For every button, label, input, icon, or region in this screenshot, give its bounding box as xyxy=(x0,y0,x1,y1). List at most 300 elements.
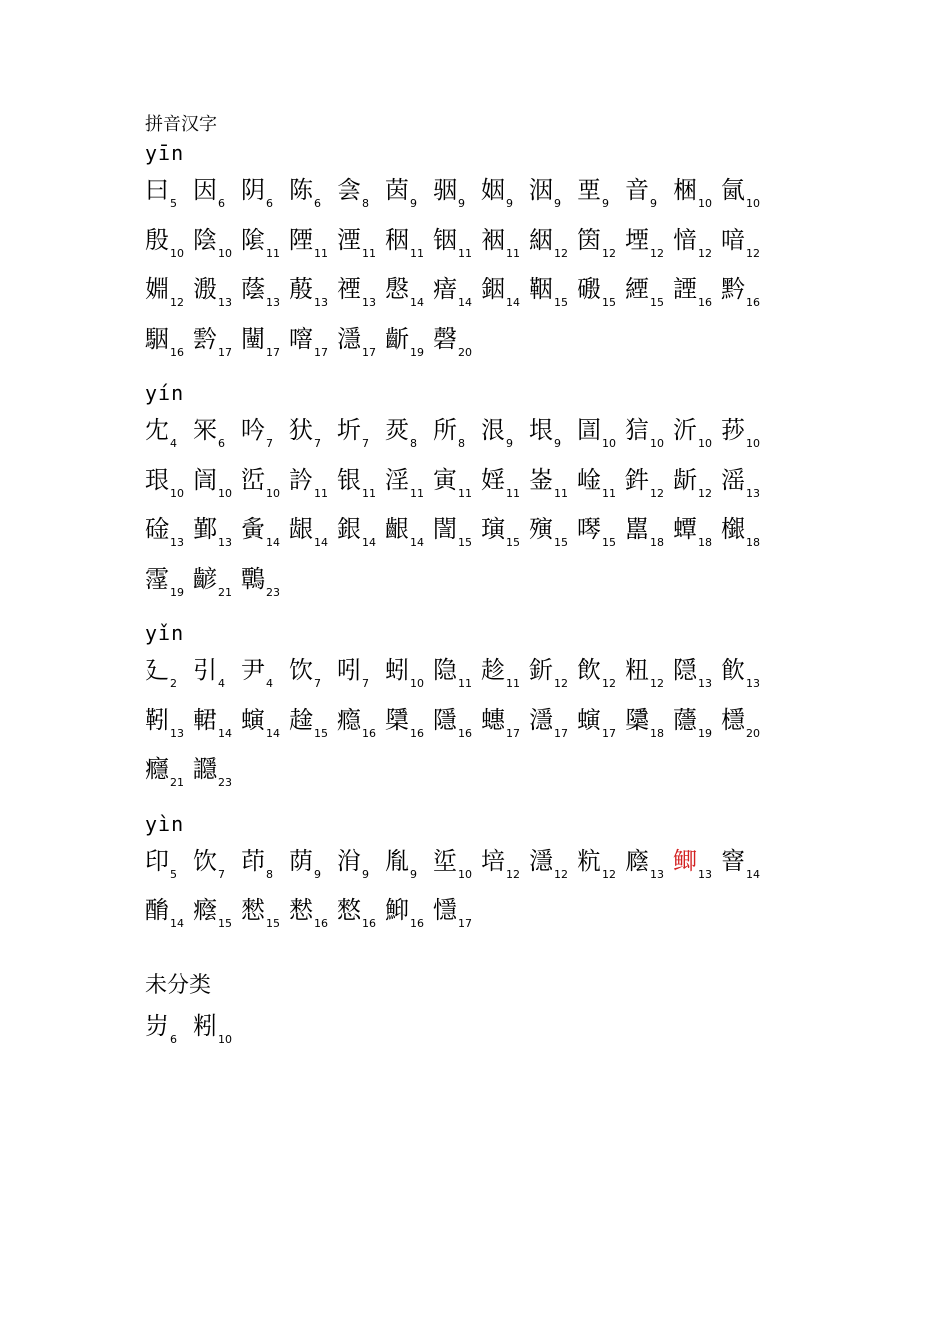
char-glyph: 烎 xyxy=(385,416,409,444)
pinyin-section xyxy=(145,620,950,805)
stroke-count: 14 xyxy=(506,296,520,309)
char-glyph: 濦 xyxy=(529,705,553,734)
char-glyph: 飲 xyxy=(577,656,601,684)
char-glyph: 廕 xyxy=(625,846,649,875)
stroke-count: 18 xyxy=(746,536,760,549)
char-entry xyxy=(529,656,577,706)
char-entry xyxy=(241,847,289,897)
stroke-count: 10 xyxy=(410,677,424,690)
char-glyph: 垽 xyxy=(433,846,457,875)
unclassified-section xyxy=(145,972,950,1062)
stroke-count: 17 xyxy=(218,345,232,359)
char-glyph: 岃 xyxy=(145,1011,169,1040)
char-glyph: 湮 xyxy=(337,225,361,254)
char-entry xyxy=(289,416,337,466)
char-entry xyxy=(289,226,337,276)
char-glyph: 蒑 xyxy=(289,275,313,303)
char-glyph: 檼 xyxy=(721,705,745,734)
char-glyph: 癮 xyxy=(145,755,169,783)
stroke-count: 15 xyxy=(506,536,520,549)
char-entry xyxy=(193,275,241,325)
char-entry xyxy=(721,847,769,897)
char-entry xyxy=(145,325,193,375)
stroke-count: 12 xyxy=(170,296,184,309)
char-glyph: 釿 xyxy=(529,656,553,684)
char-glyph: 培 xyxy=(481,846,505,875)
char-entry xyxy=(289,706,337,756)
char-glyph: 憗 xyxy=(337,896,361,924)
char-glyph: 闉 xyxy=(241,324,265,353)
char-glyph: 筃 xyxy=(577,225,601,254)
stroke-count: 11 xyxy=(602,486,616,500)
char-glyph: 霪 xyxy=(145,564,169,593)
char-entry xyxy=(337,706,385,756)
char-entry xyxy=(673,847,721,897)
char-entry xyxy=(481,466,529,516)
char-entry xyxy=(193,565,241,615)
char-glyph: 銀 xyxy=(337,515,361,543)
unclassified-title: 未分类 xyxy=(145,972,212,998)
char-glyph: 饮 xyxy=(289,656,313,684)
char-glyph: 寅 xyxy=(433,465,457,494)
stroke-count: 11 xyxy=(506,486,520,500)
char-entry xyxy=(625,515,673,565)
stroke-count: 9 xyxy=(554,197,561,210)
char-entry xyxy=(385,176,433,226)
stroke-count: 10 xyxy=(218,486,232,500)
char-glyph: 陻 xyxy=(289,225,313,254)
char-glyph: 黔 xyxy=(721,275,745,303)
stroke-count: 14 xyxy=(458,296,472,309)
stroke-count: 8 xyxy=(266,867,273,881)
char-entry xyxy=(193,515,241,565)
char-entry xyxy=(721,226,769,276)
char-entry xyxy=(145,565,193,615)
char-glyph: 曰 xyxy=(145,176,169,204)
stroke-count: 18 xyxy=(650,726,664,740)
char-entry xyxy=(193,176,241,226)
stroke-count: 17 xyxy=(458,917,472,930)
char-glyph: 磤 xyxy=(577,275,601,303)
stroke-count: 20 xyxy=(458,345,472,359)
char-entry xyxy=(241,416,289,466)
char-glyph: 銦 xyxy=(481,275,505,303)
char-entry xyxy=(241,896,289,946)
stroke-count: 17 xyxy=(554,726,568,740)
stroke-count: 9 xyxy=(506,197,513,210)
stroke-count: 12 xyxy=(602,867,616,881)
char-entry xyxy=(673,416,721,466)
char-entry xyxy=(481,515,529,565)
stroke-count: 12 xyxy=(650,486,664,500)
char-entry xyxy=(145,1012,193,1062)
char-glyph: 尹 xyxy=(241,656,265,684)
stroke-count: 9 xyxy=(650,197,657,210)
char-glyph: 陈 xyxy=(289,176,313,204)
stroke-count: 11 xyxy=(506,677,520,690)
char-glyph: 音 xyxy=(625,176,649,204)
char-glyph: 濦 xyxy=(529,846,553,875)
char-entry xyxy=(337,275,385,325)
char-entry xyxy=(193,1012,241,1062)
char-entry xyxy=(337,896,385,946)
char-entry xyxy=(337,847,385,897)
char-glyph: 趛 xyxy=(289,705,313,734)
stroke-count: 10 xyxy=(218,246,232,260)
char-glyph: 瘾 xyxy=(337,705,361,734)
char-glyph: 姻 xyxy=(481,176,505,204)
char-glyph: 殥 xyxy=(529,515,553,543)
char-entry xyxy=(433,416,481,466)
char-glyph: 慭 xyxy=(289,896,313,924)
stroke-count: 9 xyxy=(458,197,465,210)
char-entry xyxy=(529,466,577,516)
char-entry xyxy=(337,226,385,276)
stroke-count: 7 xyxy=(266,437,273,450)
stroke-count: 6 xyxy=(314,197,321,210)
stroke-count: 10 xyxy=(746,197,760,210)
char-glyph: 讔 xyxy=(193,755,217,783)
stroke-count: 15 xyxy=(458,536,472,549)
pinyin-section xyxy=(145,811,950,946)
document-title: 拼音汉字 xyxy=(145,114,217,135)
stroke-count: 7 xyxy=(218,867,225,881)
char-entry xyxy=(241,325,289,375)
char-entry xyxy=(385,515,433,565)
char-entry xyxy=(673,466,721,516)
char-entry xyxy=(145,275,193,325)
char-glyph: 噖 xyxy=(577,515,601,543)
stroke-count: 14 xyxy=(314,536,328,549)
stroke-count: 16 xyxy=(362,726,376,740)
stroke-count: 16 xyxy=(170,345,184,359)
char-entry xyxy=(193,466,241,516)
char-glyph: 吟 xyxy=(241,416,265,444)
stroke-count: 11 xyxy=(362,486,376,500)
stroke-count: 14 xyxy=(170,917,184,930)
stroke-count: 4 xyxy=(170,437,177,450)
char-entry xyxy=(481,847,529,897)
stroke-count: 6 xyxy=(218,437,225,450)
stroke-count: 11 xyxy=(266,246,280,260)
stroke-count: 10 xyxy=(266,486,280,500)
char-glyph: 憖 xyxy=(241,896,265,924)
stroke-count: 15 xyxy=(602,296,616,309)
char-glyph: 峾 xyxy=(241,465,265,494)
char-entry xyxy=(193,896,241,946)
char-entry xyxy=(337,466,385,516)
stroke-count: 15 xyxy=(218,917,232,930)
char-entry xyxy=(481,226,529,276)
stroke-count: 15 xyxy=(554,296,568,309)
stroke-count: 12 xyxy=(746,246,760,260)
char-glyph: 霒 xyxy=(193,324,217,353)
stroke-count: 13 xyxy=(650,867,664,881)
char-glyph: 珢 xyxy=(145,465,169,494)
char-entry xyxy=(625,416,673,466)
stroke-count: 7 xyxy=(314,677,321,690)
char-glyph: 溵 xyxy=(193,275,217,303)
char-entry xyxy=(577,416,625,466)
char-entry xyxy=(481,176,529,226)
char-glyph: 訡 xyxy=(289,465,313,494)
char-entry xyxy=(385,275,433,325)
stroke-count: 6 xyxy=(218,197,225,210)
stroke-count: 9 xyxy=(314,867,321,881)
char-glyph: 冘 xyxy=(145,416,169,444)
stroke-count: 13 xyxy=(170,536,184,549)
char-glyph: 圁 xyxy=(577,416,601,444)
char-glyph: 引 xyxy=(193,656,217,684)
stroke-count: 17 xyxy=(266,345,280,359)
stroke-count: 15 xyxy=(266,917,280,930)
stroke-count: 15 xyxy=(650,296,664,309)
char-glyph: 殷 xyxy=(145,225,169,254)
char-entry xyxy=(577,226,625,276)
stroke-count: 15 xyxy=(554,536,568,549)
stroke-count: 7 xyxy=(362,677,369,690)
pinyin-section xyxy=(145,380,950,614)
stroke-count: 7 xyxy=(362,437,369,450)
stroke-count: 2 xyxy=(170,677,177,690)
char-entry xyxy=(721,416,769,466)
stroke-count: 15 xyxy=(314,726,328,740)
stroke-count: 9 xyxy=(410,867,417,881)
char-glyph: 齗 xyxy=(385,324,409,353)
char-entry xyxy=(625,706,673,756)
char-glyph: 檃 xyxy=(385,705,409,734)
stroke-count: 14 xyxy=(362,536,376,549)
stroke-count: 11 xyxy=(506,246,520,260)
char-glyph: 趁 xyxy=(481,656,505,684)
char-glyph: 窨 xyxy=(721,846,745,875)
char-glyph: 廴 xyxy=(145,656,169,684)
stroke-count: 11 xyxy=(458,677,472,690)
stroke-count: 23 xyxy=(218,776,232,789)
char-glyph: 訚 xyxy=(193,465,217,494)
char-entry xyxy=(241,515,289,565)
pinyin-sections xyxy=(145,140,950,946)
char-glyph: 氤 xyxy=(721,176,745,204)
char-glyph: 垔 xyxy=(577,176,601,204)
char-entry xyxy=(433,896,481,946)
char-glyph: 絪 xyxy=(529,225,553,254)
stroke-count: 6 xyxy=(170,1032,177,1046)
char-entry xyxy=(721,466,769,516)
stroke-count: 21 xyxy=(170,776,184,789)
char-glyph: 璌 xyxy=(481,515,505,543)
stroke-count: 14 xyxy=(266,536,280,549)
char-glyph: 緸 xyxy=(625,275,649,303)
char-entry xyxy=(577,275,625,325)
char-glyph: 齦 xyxy=(385,515,409,543)
stroke-count: 21 xyxy=(218,585,232,599)
stroke-count: 10 xyxy=(602,437,616,450)
char-glyph: 誾 xyxy=(433,515,457,543)
char-glyph: 癊 xyxy=(193,896,217,924)
char-entry xyxy=(577,515,625,565)
char-entry xyxy=(241,706,289,756)
char-entry xyxy=(289,656,337,706)
char-glyph: 胤 xyxy=(385,846,409,875)
char-glyph: 輑 xyxy=(193,705,217,734)
char-entry xyxy=(673,275,721,325)
char-glyph: 螾 xyxy=(577,705,601,734)
stroke-count: 18 xyxy=(698,536,712,549)
char-entry xyxy=(289,325,337,375)
char-glyph: 梱 xyxy=(673,176,697,204)
char-entry xyxy=(193,847,241,897)
pinyin-heading: yìn xyxy=(145,811,185,836)
char-glyph: 櫽 xyxy=(625,705,649,734)
stroke-count: 10 xyxy=(698,437,712,450)
char-entry xyxy=(145,466,193,516)
stroke-count: 7 xyxy=(314,437,321,450)
char-glyph: 喑 xyxy=(721,225,745,254)
pinyin-heading: yīn xyxy=(145,141,185,165)
stroke-count: 11 xyxy=(554,486,568,500)
stroke-count: 16 xyxy=(362,917,376,930)
stroke-count: 5 xyxy=(170,197,177,210)
char-glyph: 印 xyxy=(145,846,169,875)
stroke-count: 16 xyxy=(746,296,760,309)
char-glyph: 禋 xyxy=(337,275,361,303)
char-glyph: 铟 xyxy=(433,225,457,254)
char-entry xyxy=(577,176,625,226)
stroke-count: 12 xyxy=(698,246,712,260)
pinyin-heading: yín xyxy=(145,381,185,405)
char-entry xyxy=(433,706,481,756)
char-glyph: 蚓 xyxy=(385,656,409,684)
char-glyph: 蟫 xyxy=(673,515,697,543)
stroke-count: 15 xyxy=(602,536,616,549)
stroke-count: 14 xyxy=(266,726,280,740)
char-entry xyxy=(337,656,385,706)
stroke-count: 9 xyxy=(362,867,369,881)
char-entry xyxy=(145,515,193,565)
stroke-count: 11 xyxy=(314,246,328,260)
char-entry xyxy=(481,416,529,466)
char-entry xyxy=(385,325,433,375)
stroke-count: 12 xyxy=(602,677,616,690)
char-glyph: 侌 xyxy=(337,176,361,204)
stroke-count: 10 xyxy=(698,197,712,210)
char-entry xyxy=(241,466,289,516)
char-list xyxy=(145,176,810,374)
char-glyph: 崟 xyxy=(529,465,553,494)
stroke-count: 12 xyxy=(554,246,568,260)
char-glyph: 阴 xyxy=(241,176,265,204)
stroke-count: 17 xyxy=(602,726,616,740)
stroke-count: 10 xyxy=(458,867,472,881)
stroke-count: 19 xyxy=(410,345,424,359)
pinyin-heading: yǐn xyxy=(145,621,185,645)
char-entry xyxy=(577,847,625,897)
char-glyph: 冞 xyxy=(193,416,217,444)
stroke-count: 16 xyxy=(698,296,712,309)
unclassified-char-list xyxy=(145,1012,810,1062)
char-glyph: 隱 xyxy=(433,705,457,734)
char-glyph: 蟪 xyxy=(481,705,505,734)
stroke-count: 12 xyxy=(650,677,664,690)
stroke-count: 13 xyxy=(746,677,760,690)
char-entry xyxy=(385,466,433,516)
stroke-count: 10 xyxy=(650,437,664,450)
char-glyph: 陰 xyxy=(193,225,217,254)
stroke-count: 13 xyxy=(698,677,712,690)
char-glyph: 鲫 xyxy=(673,846,697,875)
char-entry xyxy=(625,466,673,516)
char-glyph: 鷣 xyxy=(241,564,265,593)
char-entry xyxy=(529,515,577,565)
char-entry xyxy=(529,706,577,756)
char-entry xyxy=(337,416,385,466)
char-entry xyxy=(289,466,337,516)
char-entry xyxy=(529,416,577,466)
char-glyph: 龈 xyxy=(289,515,313,543)
stroke-count: 10 xyxy=(170,486,184,500)
stroke-count: 11 xyxy=(458,246,472,260)
stroke-count: 19 xyxy=(170,585,184,599)
stroke-count: 17 xyxy=(314,345,328,359)
stroke-count: 13 xyxy=(218,536,232,549)
stroke-count: 14 xyxy=(218,726,232,740)
stroke-count: 16 xyxy=(410,726,424,740)
stroke-count: 16 xyxy=(458,726,472,740)
stroke-count: 16 xyxy=(410,917,424,930)
char-glyph: 噾 xyxy=(289,324,313,353)
stroke-count: 11 xyxy=(410,486,424,500)
char-entry xyxy=(529,847,577,897)
char-entry xyxy=(145,847,193,897)
stroke-count: 8 xyxy=(458,437,465,450)
char-glyph: 粇 xyxy=(577,846,601,875)
pinyin-section xyxy=(145,140,950,374)
stroke-count: 13 xyxy=(314,296,328,309)
char-glyph: 嚚 xyxy=(625,515,649,543)
char-entry xyxy=(433,656,481,706)
stroke-count: 4 xyxy=(218,677,225,690)
char-entry xyxy=(289,847,337,897)
char-entry xyxy=(193,656,241,706)
stroke-count: 12 xyxy=(506,867,520,881)
char-entry xyxy=(289,275,337,325)
char-entry xyxy=(577,706,625,756)
char-entry xyxy=(433,275,481,325)
char-glyph: 淫 xyxy=(385,465,409,494)
stroke-count: 12 xyxy=(554,677,568,690)
stroke-count: 8 xyxy=(362,197,369,210)
char-glyph: 婣 xyxy=(145,275,169,303)
char-entry xyxy=(625,847,673,897)
stroke-count: 11 xyxy=(362,246,376,260)
char-entry xyxy=(193,325,241,375)
char-glyph: 齴 xyxy=(193,564,217,593)
char-glyph: 茵 xyxy=(385,176,409,204)
stroke-count: 9 xyxy=(602,197,609,210)
char-glyph: 粌 xyxy=(193,1011,217,1040)
stroke-count: 14 xyxy=(410,536,424,549)
char-entry xyxy=(145,416,193,466)
stroke-count: 16 xyxy=(314,917,328,930)
char-list xyxy=(145,847,810,946)
stroke-count: 11 xyxy=(314,486,328,500)
char-entry xyxy=(145,755,193,805)
char-glyph: 鄞 xyxy=(193,515,217,543)
char-glyph: 堙 xyxy=(625,225,649,254)
stroke-count: 13 xyxy=(362,296,376,309)
char-entry xyxy=(289,515,337,565)
